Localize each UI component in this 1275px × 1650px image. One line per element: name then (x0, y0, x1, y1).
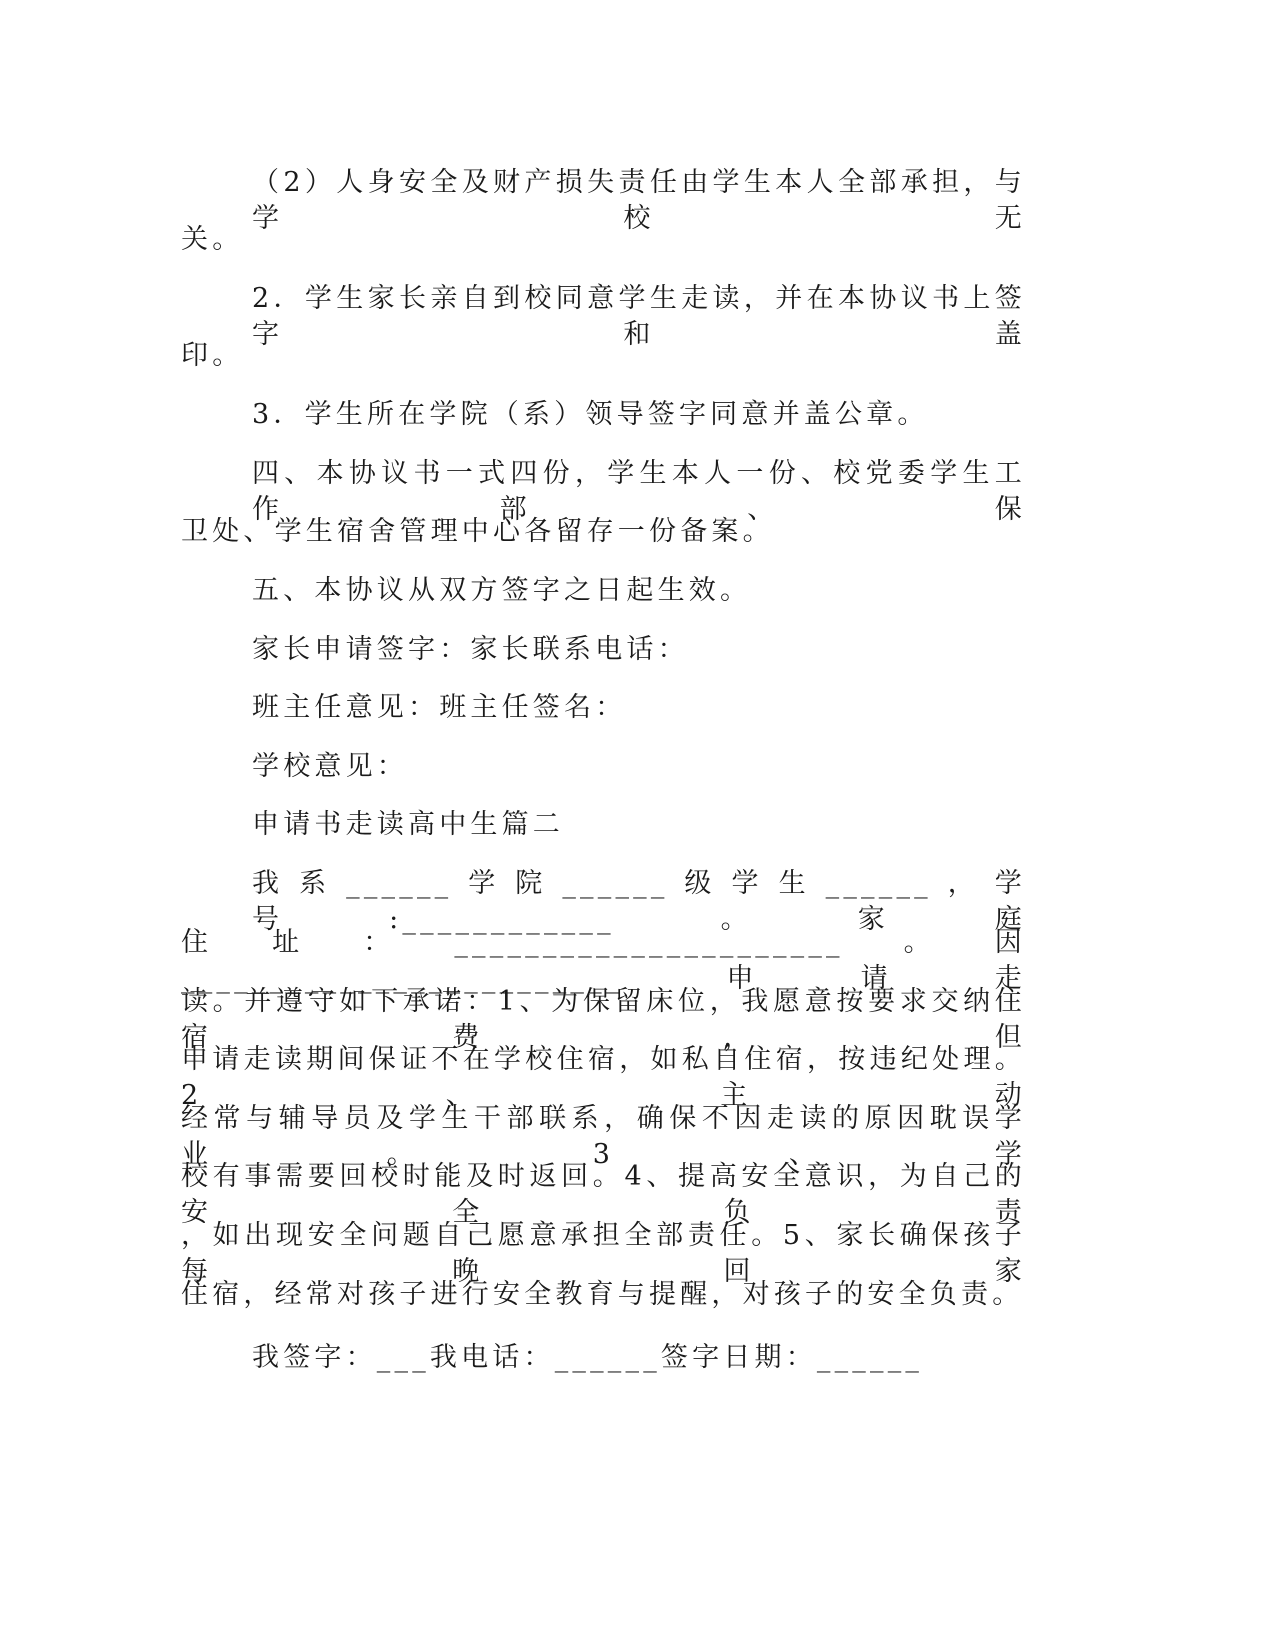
paragraph-line: 五、本协议从双方签字之日起生效。 (252, 575, 752, 606)
signature-line: 我签字：___我电话：______签字日期：______ (252, 1342, 924, 1373)
paragraph-line: 读。并遵守如下承诺：1、为保留床位，我愿意按要求交纳住宿费，但 (181, 986, 1026, 1053)
paragraph-line: 2．学生家长亲自到校同意学生走读，并在本协议书上签字和盖 (252, 283, 1026, 350)
section-heading: 申请书走读高中生篇二 (252, 809, 564, 840)
paragraph-line: 卫处、学生宿舍管理中心各留存一份备案。 (181, 516, 774, 547)
paragraph-line: 我系______学院______级学生______，学号:____________。家庭 (252, 868, 1026, 935)
paragraph-line: 四、本协议书一式四份，学生本人一份、校党委学生工作部、保 (252, 458, 1026, 525)
paragraph-line: 校有事需要回校时能及时返回。4、提高安全意识，为自己的安全负责 (181, 1161, 1026, 1228)
paragraph-line: （2）人身安全及财产损失责任由学生本人全部承担，与学校无 (252, 167, 1026, 234)
paragraph-line: 学校意见： (252, 751, 408, 782)
paragraph-line: 申请走读期间保证不在学校住宿，如私自住宿，按违纪处理。2、主动 (181, 1044, 1026, 1111)
paragraph-line: ，如出现安全问题自己愿意承担全部责任。5、家长确保孩子每晚回家 (181, 1220, 1026, 1287)
paragraph-line: 印。 (181, 340, 244, 371)
paragraph-line: 住宿，经常对孩子进行安全教育与提醒，对孩子的安全负责。 (181, 1279, 1024, 1310)
paragraph-line: 班主任意见：班主任签名： (252, 692, 627, 723)
paragraph-line: 3．学生所在学院（系）领导签字同意并盖公章。 (252, 399, 929, 430)
paragraph-line: 关。 (181, 224, 244, 255)
paragraph-line: 住址：______________________。因_________________________申请走 (181, 927, 1026, 994)
paragraph-line: 家长申请签字：家长联系电话： (252, 634, 689, 665)
paragraph-line: 经常与辅导员及学生干部联系，确保不因走读的原因耽误学业。3、学 (181, 1103, 1026, 1170)
